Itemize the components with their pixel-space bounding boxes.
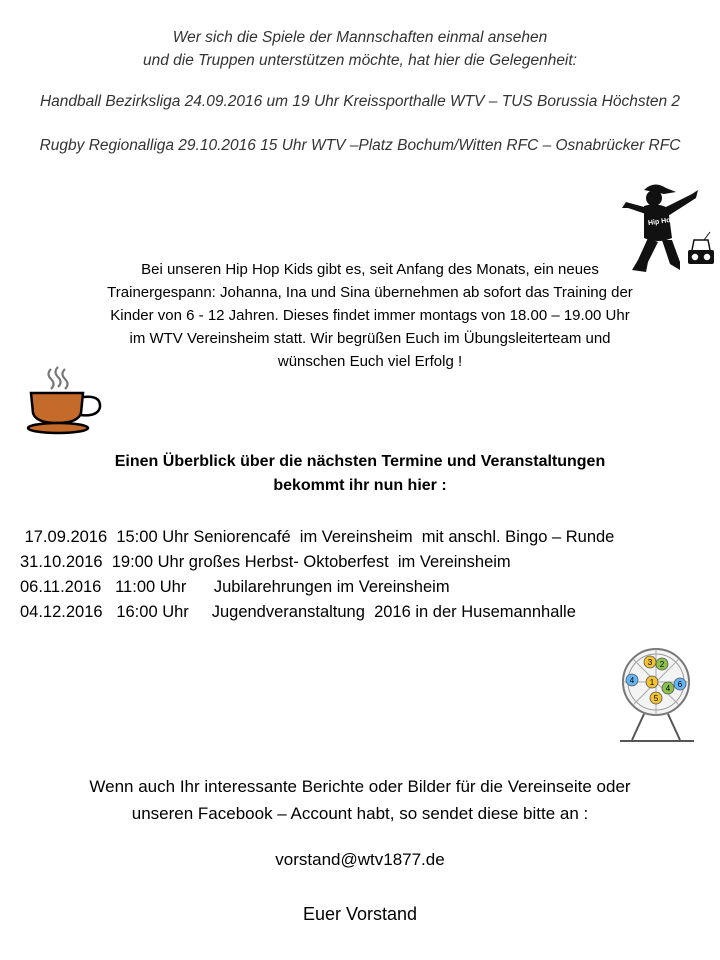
bingo-ball-number: 5 [653, 694, 659, 703]
news-line: Kinder von 6 - 12 Jahren. Dieses findet immer montags von 18.00 – 19.00 Uhr [110, 307, 630, 324]
news-line: im WTV Vereinsheim statt. Wir begrüßen Euch im Übungsleiterteam und [129, 330, 611, 347]
hip-hop-shirt-text: Hip Hop [647, 216, 676, 228]
bingo-drum-icon [614, 638, 700, 748]
event-row: 04.12.2016 16:00 Uhr Jugendveranstaltung 2016 in der Husemannhalle [20, 603, 576, 621]
bingo-ball-number: 4 [665, 684, 671, 693]
overview-line-1: Einen Überblick über die nächsten Termine und Veranstaltungen [114, 453, 606, 470]
signature: Euer Vorstand [302, 904, 418, 924]
event-row: 31.10.2016 19:00 Uhr großes Herbst- Oktoberfest im Vereinsheim [20, 553, 511, 571]
overview-heading [0, 450, 720, 498]
intro-line-2: und die Truppen unterstützen möchte, hat hier die Gelegenheit: [143, 52, 577, 69]
match-rugby: Rugby Regionalliga 29.10.2016 15 Uhr WTV –Platz Bochum/Witten RFC – Osnabrücker RFC [39, 137, 681, 154]
bingo-ball-number: 4 [629, 676, 635, 685]
coffee-cup-icon [25, 365, 107, 437]
bingo-ball-number: 1 [649, 678, 655, 687]
hip-hop-news [90, 258, 650, 373]
footer-line-1: Wenn auch Ihr interessante Berichte oder Bilder für die Vereinseite oder [89, 777, 631, 796]
bingo-ball-number: 2 [659, 660, 665, 669]
news-line: Trainergespann: Johanna, Ina und Sina übernehmen ab sofort das Training der [107, 284, 633, 301]
news-line: wünschen Euch viel Erfolg ! [277, 353, 463, 370]
bingo-ball-number: 6 [677, 680, 683, 689]
events-list [20, 525, 614, 625]
footer-text [0, 773, 720, 827]
event-row: 06.11.2016 11:00 Uhr Jubilarehrungen im Vereinsheim [20, 578, 450, 596]
news-line: Bei unseren Hip Hop Kids gibt es, seit Anfang des Monats, ein neues [141, 261, 599, 278]
intro-line-1: Wer sich die Spiele der Mannschaften einmal ansehen [172, 29, 548, 46]
match-handball: Handball Bezirksliga 24.09.2016 um 19 Uhr Kreissporthalle WTV – TUS Borussia Höchsten 2 [39, 93, 681, 110]
footer-line-2: unseren Facebook – Account habt, so sendet diese bitte an : [131, 804, 589, 823]
contact-email: vorstand@wtv1877.de [275, 850, 445, 869]
event-row: 17.09.2016 15:00 Uhr Seniorencafé im Vereinsheim mit anschl. Bingo – Runde [20, 528, 615, 546]
intro-text [0, 26, 720, 72]
overview-line-2: bekommt ihr nun hier : [273, 477, 447, 494]
bingo-ball-number: 3 [647, 658, 653, 667]
